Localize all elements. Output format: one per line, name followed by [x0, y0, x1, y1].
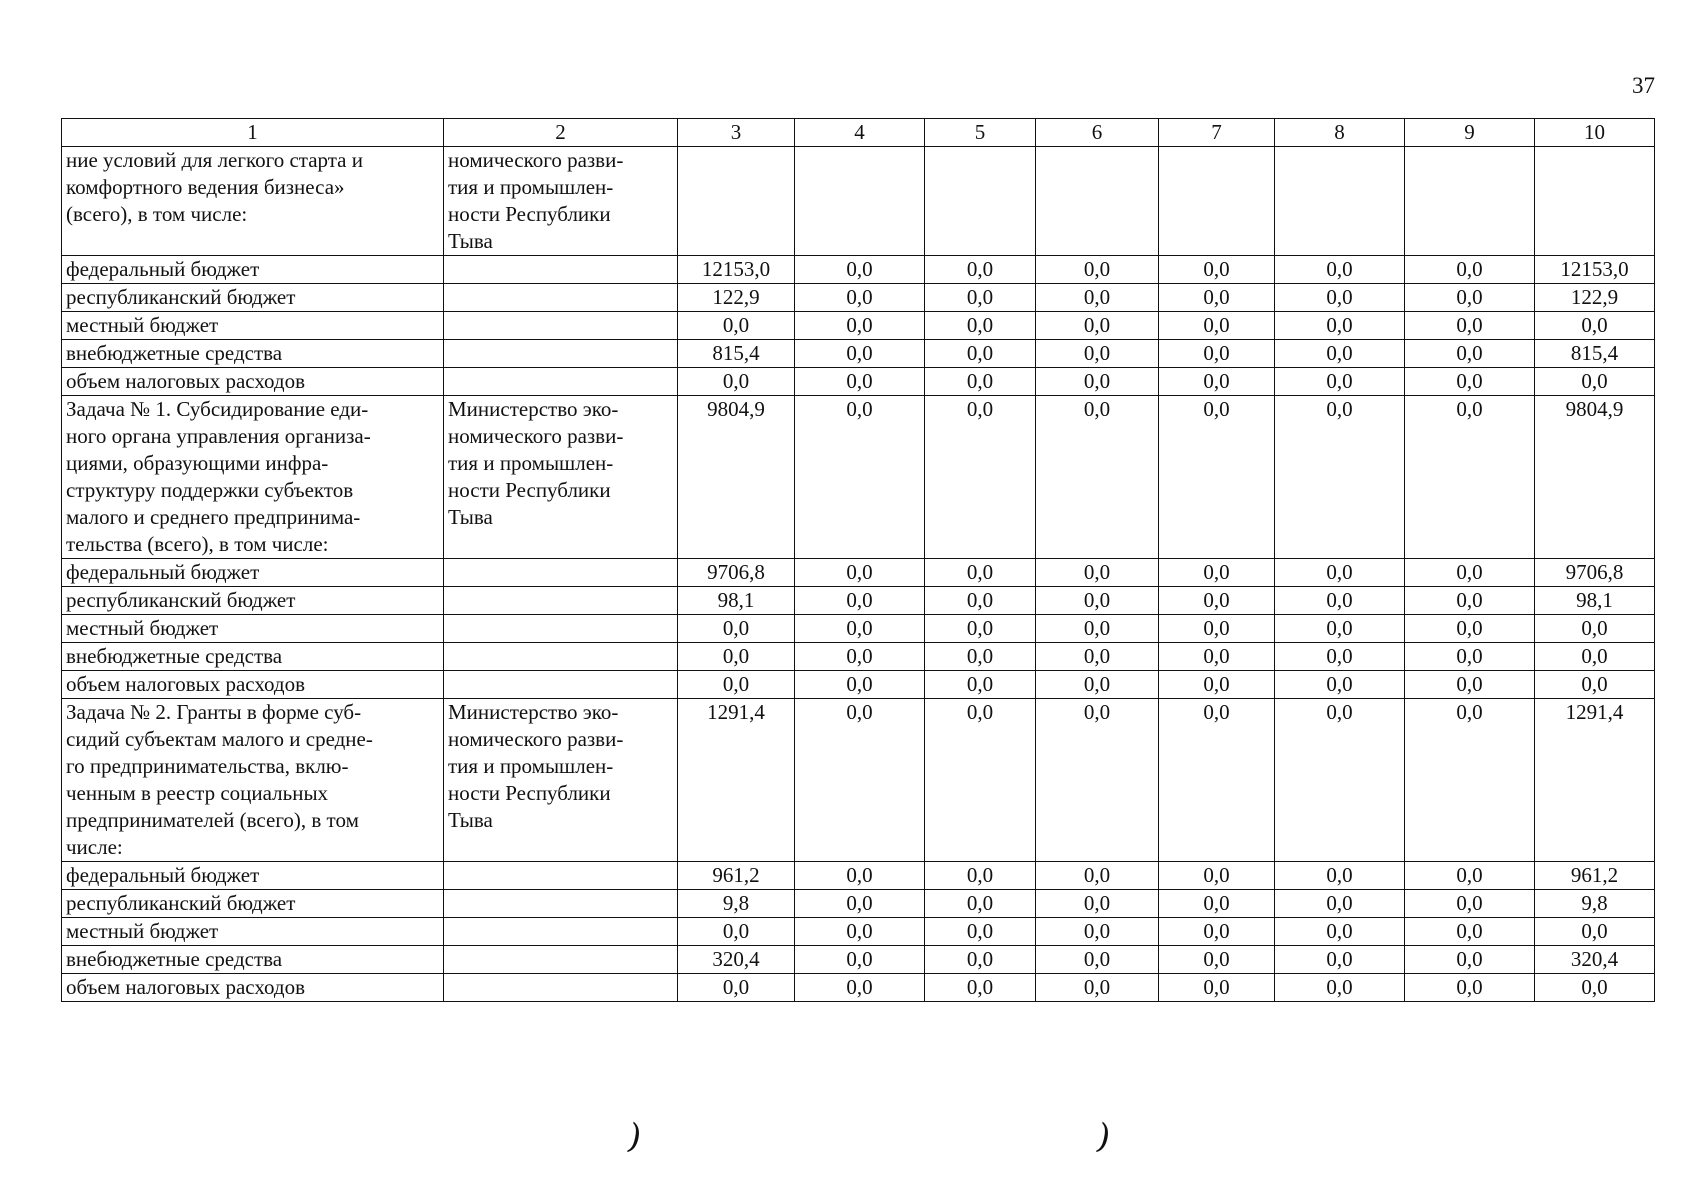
- margin-mark: ): [1092, 1116, 1115, 1158]
- value-cell: 0,0: [1275, 671, 1405, 699]
- value-cell: 12153,0: [1535, 256, 1655, 284]
- header-cell: 9: [1405, 119, 1535, 147]
- row-executor-cell: Министерство эко- номического разви- тия и промышлен- ности Республики Тыва: [444, 699, 678, 862]
- value-cell: 0,0: [925, 643, 1036, 671]
- value-cell: [795, 147, 925, 256]
- value-cell: 9804,9: [678, 396, 795, 559]
- value-cell: 0,0: [1036, 671, 1159, 699]
- value-cell: 0,0: [795, 559, 925, 587]
- row-name-cell: федеральный бюджет: [62, 256, 444, 284]
- page-number: 37: [1632, 73, 1655, 98]
- value-cell: 0,0: [925, 671, 1036, 699]
- value-cell: 0,0: [1535, 974, 1655, 1002]
- value-cell: 0,0: [1275, 974, 1405, 1002]
- table-row: [62, 890, 1655, 918]
- row-name-cell: местный бюджет: [62, 615, 444, 643]
- value-cell: 9,8: [678, 890, 795, 918]
- value-cell: 961,2: [678, 862, 795, 890]
- value-cell: 0,0: [1275, 340, 1405, 368]
- value-cell: 0,0: [925, 890, 1036, 918]
- value-cell: 0,0: [1036, 946, 1159, 974]
- header-cell: 5: [925, 119, 1036, 147]
- value-cell: [1405, 147, 1535, 256]
- value-cell: 0,0: [1535, 368, 1655, 396]
- value-cell: 0,0: [1535, 643, 1655, 671]
- value-cell: 9706,8: [1535, 559, 1655, 587]
- value-cell: 0,0: [1159, 890, 1275, 918]
- value-cell: 0,0: [1275, 559, 1405, 587]
- value-cell: 0,0: [1275, 643, 1405, 671]
- value-cell: [1159, 147, 1275, 256]
- value-cell: 9,8: [1535, 890, 1655, 918]
- value-cell: 0,0: [1405, 890, 1535, 918]
- table-row: [62, 256, 1655, 284]
- value-cell: 0,0: [1405, 284, 1535, 312]
- value-cell: 0,0: [1036, 340, 1159, 368]
- value-cell: 0,0: [1036, 256, 1159, 284]
- value-cell: 0,0: [795, 890, 925, 918]
- value-cell: 0,0: [1036, 918, 1159, 946]
- value-cell: 0,0: [925, 256, 1036, 284]
- value-cell: 0,0: [1405, 699, 1535, 862]
- header-cell: 7: [1159, 119, 1275, 147]
- value-cell: 0,0: [1159, 256, 1275, 284]
- value-cell: 320,4: [1535, 946, 1655, 974]
- value-cell: 0,0: [1159, 312, 1275, 340]
- row-executor-cell: номического разви- тия и промышлен- ности Республики Тыва: [444, 147, 678, 256]
- value-cell: 0,0: [1159, 396, 1275, 559]
- value-cell: 0,0: [1036, 559, 1159, 587]
- table-row-group: [62, 699, 1655, 862]
- value-cell: 0,0: [1159, 559, 1275, 587]
- value-cell: 0,0: [1159, 918, 1275, 946]
- row-name-cell: внебюджетные средства: [62, 643, 444, 671]
- value-cell: 0,0: [1159, 862, 1275, 890]
- value-cell: 9804,9: [1535, 396, 1655, 559]
- row-executor-cell: [444, 340, 678, 368]
- value-cell: 0,0: [795, 918, 925, 946]
- value-cell: 0,0: [1405, 615, 1535, 643]
- value-cell: 9706,8: [678, 559, 795, 587]
- table-row: [62, 312, 1655, 340]
- value-cell: [678, 147, 795, 256]
- budget-table: [61, 118, 1655, 1002]
- value-cell: 815,4: [678, 340, 795, 368]
- value-cell: 0,0: [925, 699, 1036, 862]
- value-cell: 0,0: [1159, 946, 1275, 974]
- value-cell: 0,0: [678, 312, 795, 340]
- value-cell: 0,0: [925, 396, 1036, 559]
- value-cell: 122,9: [1535, 284, 1655, 312]
- header-row: [62, 119, 1655, 147]
- value-cell: 0,0: [1275, 587, 1405, 615]
- table-body: [62, 147, 1655, 1002]
- row-executor-cell: [444, 671, 678, 699]
- value-cell: 0,0: [1159, 615, 1275, 643]
- value-cell: 0,0: [1535, 918, 1655, 946]
- value-cell: 0,0: [925, 946, 1036, 974]
- table-row: [62, 974, 1655, 1002]
- value-cell: 0,0: [1159, 671, 1275, 699]
- row-executor-cell: [444, 643, 678, 671]
- value-cell: 0,0: [1159, 587, 1275, 615]
- row-executor-cell: [444, 890, 678, 918]
- row-executor-cell: [444, 587, 678, 615]
- value-cell: 0,0: [1405, 256, 1535, 284]
- row-name-cell: внебюджетные средства: [62, 340, 444, 368]
- value-cell: 0,0: [925, 974, 1036, 1002]
- value-cell: 0,0: [1275, 890, 1405, 918]
- value-cell: 0,0: [1036, 974, 1159, 1002]
- row-executor-cell: [444, 256, 678, 284]
- value-cell: 0,0: [1275, 256, 1405, 284]
- table-row: [62, 340, 1655, 368]
- row-name-cell: объем налоговых расходов: [62, 368, 444, 396]
- row-executor-cell: [444, 559, 678, 587]
- value-cell: 0,0: [1405, 587, 1535, 615]
- value-cell: 0,0: [1405, 862, 1535, 890]
- value-cell: 0,0: [678, 918, 795, 946]
- value-cell: [1535, 147, 1655, 256]
- table-row: [62, 559, 1655, 587]
- value-cell: 0,0: [795, 974, 925, 1002]
- value-cell: 0,0: [925, 559, 1036, 587]
- header-cell: 10: [1535, 119, 1655, 147]
- value-cell: 0,0: [1275, 615, 1405, 643]
- value-cell: 0,0: [925, 368, 1036, 396]
- row-name-cell: внебюджетные средства: [62, 946, 444, 974]
- value-cell: 320,4: [678, 946, 795, 974]
- row-executor-cell: Министерство эко- номического разви- тия и промышлен- ности Республики Тыва: [444, 396, 678, 559]
- value-cell: 0,0: [925, 312, 1036, 340]
- value-cell: 0,0: [1159, 643, 1275, 671]
- value-cell: 0,0: [1405, 396, 1535, 559]
- value-cell: 0,0: [925, 340, 1036, 368]
- value-cell: 0,0: [1036, 396, 1159, 559]
- value-cell: 0,0: [1275, 946, 1405, 974]
- value-cell: 98,1: [678, 587, 795, 615]
- value-cell: 0,0: [795, 615, 925, 643]
- value-cell: 0,0: [1405, 918, 1535, 946]
- row-name-cell: местный бюджет: [62, 312, 444, 340]
- row-executor-cell: [444, 312, 678, 340]
- table-row: [62, 615, 1655, 643]
- value-cell: 0,0: [1405, 974, 1535, 1002]
- value-cell: 0,0: [795, 396, 925, 559]
- value-cell: 0,0: [795, 862, 925, 890]
- value-cell: 0,0: [1275, 284, 1405, 312]
- value-cell: 0,0: [795, 946, 925, 974]
- row-name-cell: республиканский бюджет: [62, 284, 444, 312]
- row-name-cell: объем налоговых расходов: [62, 974, 444, 1002]
- row-name-cell: объем налоговых расходов: [62, 671, 444, 699]
- value-cell: 0,0: [678, 643, 795, 671]
- value-cell: 815,4: [1535, 340, 1655, 368]
- value-cell: 122,9: [678, 284, 795, 312]
- value-cell: 0,0: [1036, 699, 1159, 862]
- value-cell: 0,0: [1535, 615, 1655, 643]
- value-cell: 0,0: [1159, 699, 1275, 862]
- table-row-group: [62, 396, 1655, 559]
- header-cell: 3: [678, 119, 795, 147]
- value-cell: 0,0: [925, 918, 1036, 946]
- value-cell: 1291,4: [1535, 699, 1655, 862]
- header-cell: 2: [444, 119, 678, 147]
- value-cell: 0,0: [1036, 615, 1159, 643]
- value-cell: 0,0: [1036, 587, 1159, 615]
- value-cell: 0,0: [678, 368, 795, 396]
- value-cell: 0,0: [678, 974, 795, 1002]
- table-row-group: [62, 147, 1655, 256]
- value-cell: 0,0: [795, 284, 925, 312]
- value-cell: 0,0: [678, 671, 795, 699]
- value-cell: 0,0: [1405, 643, 1535, 671]
- value-cell: 0,0: [925, 862, 1036, 890]
- header-cell: 1: [62, 119, 444, 147]
- value-cell: 0,0: [795, 587, 925, 615]
- value-cell: [1275, 147, 1405, 256]
- value-cell: 0,0: [1535, 312, 1655, 340]
- value-cell: 0,0: [1405, 559, 1535, 587]
- table-row: [62, 284, 1655, 312]
- value-cell: 0,0: [1275, 368, 1405, 396]
- row-executor-cell: [444, 918, 678, 946]
- row-executor-cell: [444, 284, 678, 312]
- value-cell: 0,0: [1405, 368, 1535, 396]
- margin-mark: ): [623, 1116, 646, 1158]
- row-name-cell: ние условий для легкого старта и комфортного ведения бизнеса» (всего), в том числе:: [62, 147, 444, 256]
- row-executor-cell: [444, 862, 678, 890]
- row-name-cell: федеральный бюджет: [62, 559, 444, 587]
- value-cell: 0,0: [1405, 946, 1535, 974]
- value-cell: [925, 147, 1036, 256]
- table-row: [62, 671, 1655, 699]
- value-cell: 0,0: [1275, 699, 1405, 862]
- value-cell: 0,0: [1275, 918, 1405, 946]
- value-cell: 0,0: [1036, 643, 1159, 671]
- row-executor-cell: [444, 946, 678, 974]
- value-cell: 0,0: [1535, 671, 1655, 699]
- table-row: [62, 946, 1655, 974]
- value-cell: 0,0: [925, 284, 1036, 312]
- row-executor-cell: [444, 368, 678, 396]
- value-cell: 0,0: [1159, 368, 1275, 396]
- value-cell: 0,0: [795, 312, 925, 340]
- value-cell: 0,0: [1036, 368, 1159, 396]
- value-cell: 0,0: [795, 699, 925, 862]
- table-row: [62, 918, 1655, 946]
- value-cell: 0,0: [1036, 284, 1159, 312]
- value-cell: 1291,4: [678, 699, 795, 862]
- value-cell: 0,0: [1036, 890, 1159, 918]
- row-executor-cell: [444, 615, 678, 643]
- row-name-cell: республиканский бюджет: [62, 587, 444, 615]
- header-cell: 6: [1036, 119, 1159, 147]
- row-executor-cell: [444, 974, 678, 1002]
- value-cell: 0,0: [795, 368, 925, 396]
- row-name-cell: республиканский бюджет: [62, 890, 444, 918]
- value-cell: 0,0: [795, 643, 925, 671]
- value-cell: 0,0: [1036, 312, 1159, 340]
- value-cell: 0,0: [1275, 396, 1405, 559]
- value-cell: 0,0: [1159, 284, 1275, 312]
- value-cell: 0,0: [925, 587, 1036, 615]
- row-name-cell: Задача № 2. Гранты в форме суб- сидий субъектам малого и средне- го предпринимательства, вклю- ченным в реестр социальных предпринимателей (всего), в том числе:: [62, 699, 444, 862]
- value-cell: 12153,0: [678, 256, 795, 284]
- value-cell: 0,0: [795, 256, 925, 284]
- row-name-cell: Задача № 1. Субсидирование еди- ного органа управления организа- циями, образующими инфра- структуру поддержки субъектов малого и среднего предпринима- тельства (всего), в том числе:: [62, 396, 444, 559]
- table-row: [62, 862, 1655, 890]
- table-row: [62, 587, 1655, 615]
- value-cell: 0,0: [1159, 340, 1275, 368]
- table-row: [62, 643, 1655, 671]
- value-cell: 0,0: [925, 615, 1036, 643]
- row-name-cell: федеральный бюджет: [62, 862, 444, 890]
- value-cell: 0,0: [1405, 671, 1535, 699]
- value-cell: 0,0: [1405, 312, 1535, 340]
- value-cell: 0,0: [795, 671, 925, 699]
- value-cell: 961,2: [1535, 862, 1655, 890]
- row-name-cell: местный бюджет: [62, 918, 444, 946]
- table-row: [62, 368, 1655, 396]
- value-cell: 0,0: [1036, 862, 1159, 890]
- value-cell: 0,0: [1405, 340, 1535, 368]
- value-cell: 0,0: [1275, 862, 1405, 890]
- value-cell: 0,0: [795, 340, 925, 368]
- value-cell: 0,0: [678, 615, 795, 643]
- value-cell: 0,0: [1159, 974, 1275, 1002]
- header-cell: 4: [795, 119, 925, 147]
- value-cell: [1036, 147, 1159, 256]
- header-cell: 8: [1275, 119, 1405, 147]
- value-cell: 0,0: [1275, 312, 1405, 340]
- value-cell: 98,1: [1535, 587, 1655, 615]
